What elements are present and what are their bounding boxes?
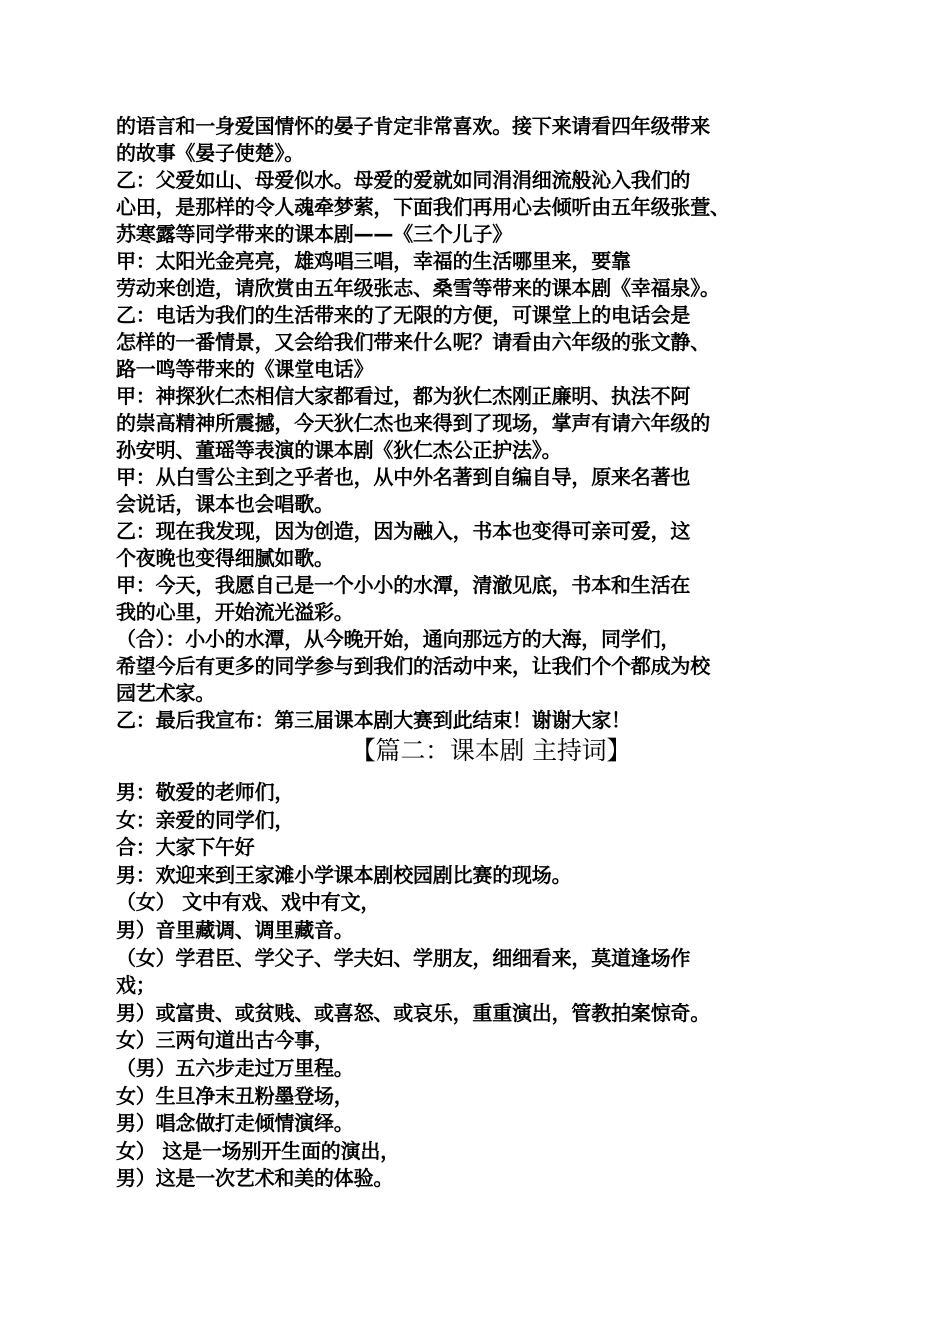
- text-line: （男）五六步走过万里程。: [116, 1055, 354, 1080]
- section-one-script: [116, 113, 846, 734]
- text-line: 乙：现在我发现，因为创造，因为融入，书本也变得可亲可爱，这: [116, 519, 691, 543]
- text-line: 合：大家下午好: [116, 835, 255, 860]
- text-line: 苏寒露等同学带来的课本剧——《三个儿子》: [116, 222, 512, 246]
- text-line: 希望今后有更多的同学参与到我们的活动中来，让我们个个都成为校: [116, 654, 710, 678]
- text-line: 劳动来创造，请欣赏由五年级张志、桑雪等带来的课本剧《幸福泉》。: [116, 276, 720, 300]
- text-line: （女） 文中有戏、戏中有文，: [116, 890, 381, 915]
- text-line: 女：亲爱的同学们，: [116, 807, 295, 832]
- text-line: 甲：神探狄仁杰相信大家都看过，都为狄仁杰刚正廉明、执法不阿: [116, 384, 691, 408]
- text-line: 路一鸣等带来的《课堂电话》: [116, 357, 374, 381]
- text-line: 男）唱念做打走倾情演绎。: [116, 1111, 354, 1136]
- text-line: 甲：太阳光金亮亮，雄鸡唱三唱，幸福的生活哪里来，要靠: [116, 249, 631, 273]
- text-line: 怎样的一番情景，又会给我们带来什么呢？请看由六年级的张文静、: [116, 330, 710, 354]
- section-two-script: [116, 779, 846, 1193]
- text-line: 男）音里藏调、调里藏音。: [116, 917, 354, 942]
- section-heading: 【篇二：课本剧 主持词】: [350, 736, 632, 765]
- text-line: 男）这是一次艺术和美的体验。: [116, 1166, 394, 1191]
- text-line: 甲：从白雪公主到之乎者也，从中外名著到自编自导，原来名著也: [116, 465, 691, 489]
- text-line: 女）三两句道出古今事，: [116, 1028, 334, 1053]
- text-line: 甲：今天，我愿自己是一个小小的水潭，清澈见底，书本和生活在: [116, 573, 691, 597]
- text-line: 会说话，课本也会唱歌。: [116, 492, 334, 516]
- text-line: 女）生旦净末丑粉墨登场，: [116, 1083, 354, 1108]
- text-line: 的语言和一身爱国情怀的晏子肯定非常喜欢。接下来请看四年级带来: [116, 114, 710, 138]
- text-line: 园艺术家。: [116, 681, 215, 705]
- text-line: （女）学君臣、学父子、学夫妇、学朋友，细细看来，莫道逢场作: [116, 945, 691, 970]
- text-line: 男：欢迎来到王家滩小学课本剧校园剧比赛的现场。: [116, 862, 572, 887]
- text-line: 乙：最后我宣布：第三届课本剧大赛到此结束！谢谢大家！: [116, 708, 631, 732]
- text-line: 的故事《晏子使楚》。: [116, 141, 304, 165]
- text-line: 乙：电话为我们的生活带来的了无限的方便，可课堂上的电话会是: [116, 303, 691, 327]
- text-line: 男：敬爱的老师们，: [116, 780, 295, 804]
- text-line: 乙：父爱如山、母爱似水。母爱的爱就如同涓涓细流般沁入我们的: [116, 168, 691, 192]
- text-line: （合）：小小的水潭，从今晚开始，通向那远方的大海，同学们，: [116, 627, 681, 651]
- text-line: 的崇高精神所震撼，今天狄仁杰也来得到了现场，掌声有请六年级的: [116, 411, 710, 435]
- text-line: 女） 这是一场别开生面的演出，: [116, 1138, 400, 1163]
- text-line: 戏；: [116, 973, 156, 998]
- document-body: [116, 113, 846, 1193]
- text-line: 孙安明、董瑶等表演的课本剧《狄仁杰公正护法》。: [116, 438, 562, 462]
- text-line: 男）或富贵、或贫贱、或喜怒、或哀乐，重重演出，管教拍案惊奇。: [116, 1000, 710, 1025]
- text-line: 心田，是那样的令人魂牵梦萦，下面我们再用心去倾听由五年级张萱、: [116, 195, 730, 219]
- text-line: 个夜晚也变得细腻如歌。: [116, 546, 334, 570]
- text-line: 我的心里，开始流光溢彩。: [116, 600, 354, 624]
